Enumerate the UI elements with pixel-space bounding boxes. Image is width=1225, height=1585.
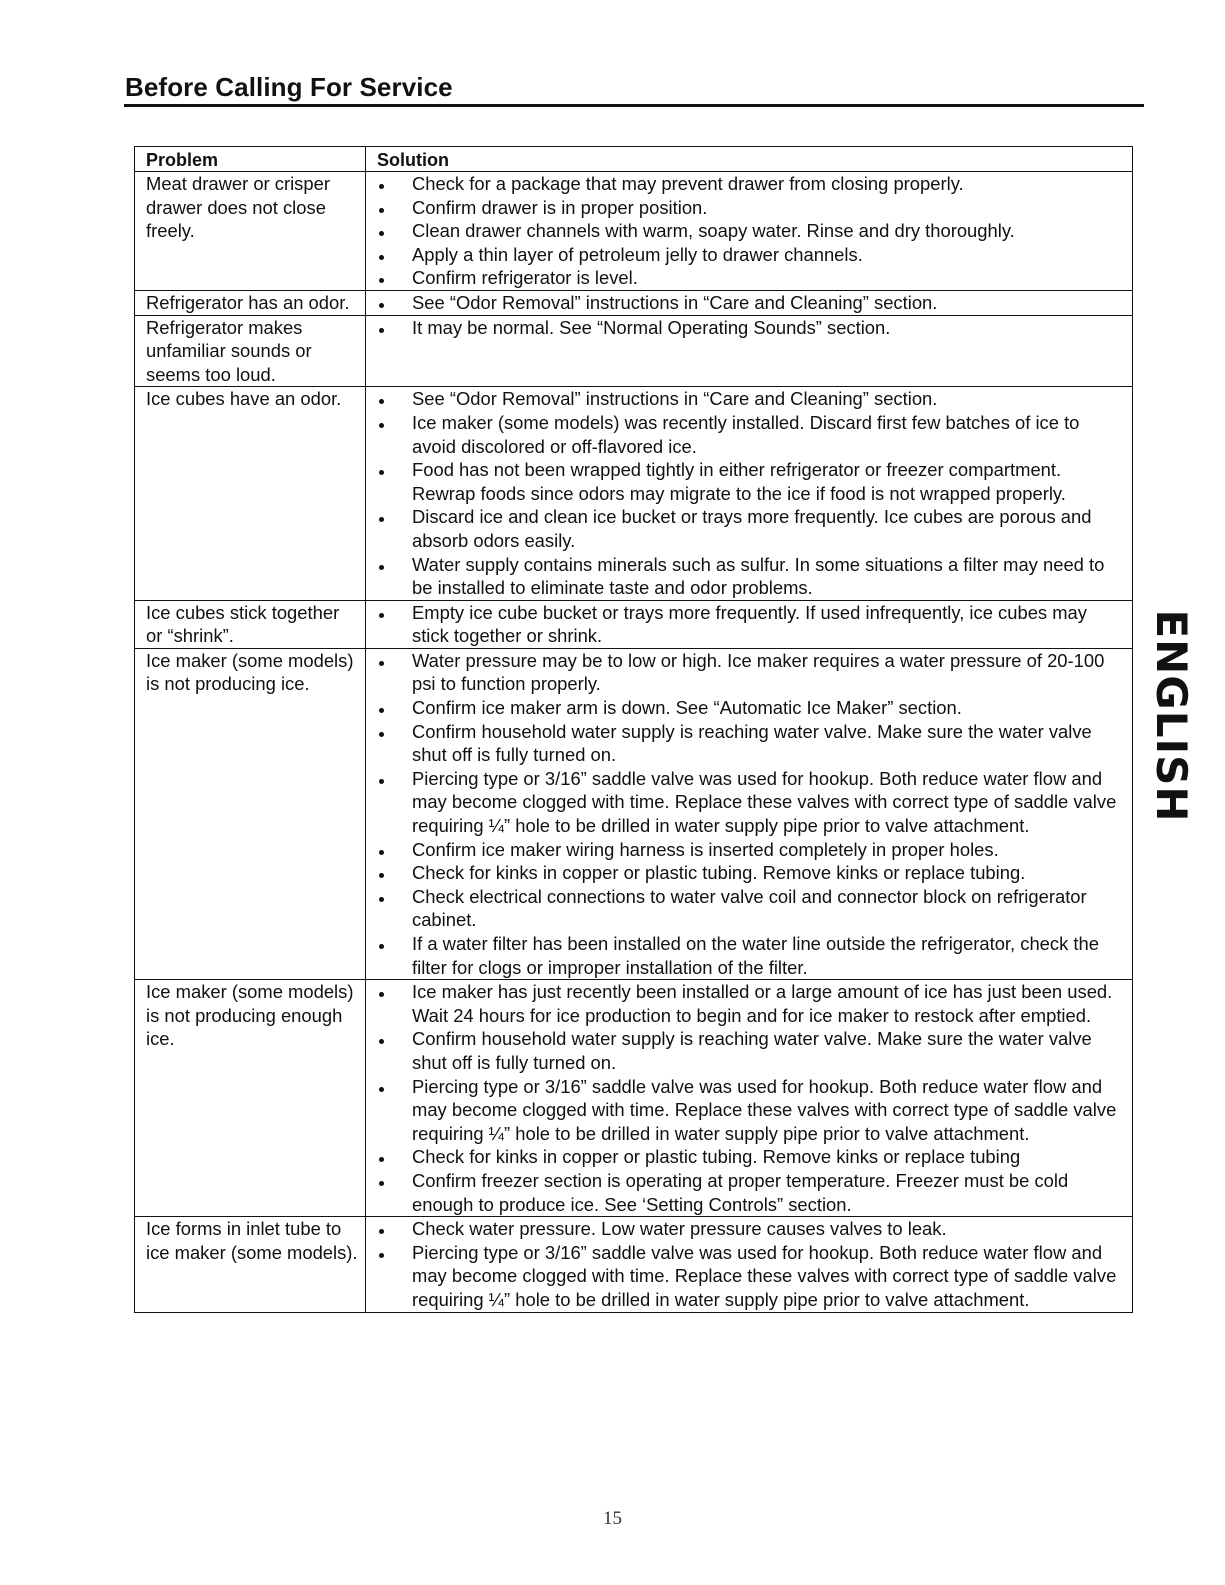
solution-text: Clean drawer channels with warm, soapy water. Rinse and dry thoroughly. xyxy=(412,220,1015,242)
solution-text: Confirm ice maker arm is down. See “Automatic Ice Maker” section. xyxy=(412,697,962,719)
problem-cell: Ice maker (some models) is not producing ice. xyxy=(135,648,366,979)
solution-text: Piercing type or 3/16” saddle valve was used for hookup. Both reduce water flow and may become clogged with time. Replace these valves with correct type of saddle valve requiring ¼” hole to be drilled in water supply pipe prior to valve attachment. xyxy=(412,1241,1117,1310)
solution-text: Piercing type or 3/16” saddle valve was used for hookup. Both reduce water flow and may become clogged with time. Replace these valves with correct type of saddle valve requiring ¼” hole to be drilled in water supply pipe prior to valve attachment. xyxy=(412,1075,1117,1144)
bullet-icon xyxy=(366,243,412,266)
solution-text: Water supply contains minerals such as sulfur. In some situations a filter may need to be installed to eliminate taste and odor problems. xyxy=(412,553,1105,599)
solution-item xyxy=(366,458,1120,505)
table-row xyxy=(135,1217,1133,1312)
bullet-icon xyxy=(366,266,412,289)
solution-item xyxy=(366,291,1120,315)
solution-item xyxy=(366,196,1120,220)
solution-text: Confirm refrigerator is level. xyxy=(412,267,638,289)
solution-cell xyxy=(366,315,1133,387)
table-row xyxy=(135,648,1133,979)
solution-text: Water pressure may be to low or high. Ice maker requires a water pressure of 20-100 psi to function properly. xyxy=(412,649,1105,695)
bullet-icon xyxy=(366,861,412,884)
bullet-icon xyxy=(366,196,412,219)
solution-item xyxy=(366,411,1120,458)
troubleshooting-table xyxy=(134,146,1133,1313)
page-title: Before Calling For Service xyxy=(125,72,453,102)
solution-cell xyxy=(366,1217,1133,1312)
bullet-icon xyxy=(366,885,412,908)
solution-item xyxy=(366,1241,1120,1312)
solution-text: See “Odor Removal” instructions in “Care and Cleaning” section. xyxy=(412,291,938,313)
solution-text: It may be normal. See “Normal Operating Sounds” section. xyxy=(412,316,891,338)
bullet-icon xyxy=(366,649,412,672)
solution-cell xyxy=(366,600,1133,648)
problem-cell: Meat drawer or crisper drawer does not close freely. xyxy=(135,172,366,291)
solution-cell xyxy=(366,980,1133,1217)
solution-item xyxy=(366,601,1120,648)
bullet-icon xyxy=(366,316,412,339)
solution-item xyxy=(366,696,1120,720)
solution-text: Confirm ice maker wiring harness is inserted completely in proper holes. xyxy=(412,838,999,860)
bullet-icon xyxy=(366,980,412,1003)
solution-cell xyxy=(366,172,1133,291)
bullet-icon xyxy=(366,172,412,195)
solution-text: Food has not been wrapped tightly in either refrigerator or freezer compartment. Rewrap foods since odors may migrate to the ice if food is not wrapped properly. xyxy=(412,459,1066,504)
solution-text: Check for kinks in copper or plastic tubing. Remove kinks or replace tubing xyxy=(412,1146,1021,1168)
solution-text: Empty ice cube bucket or trays more frequently. If used infrequently, ice cubes may stick together or shrink. xyxy=(412,601,1087,647)
solution-text: Ice maker (some models) was recently installed. Discard first few batches of ice to avoid discolored or off-flavored ice. xyxy=(412,411,1080,457)
solution-item xyxy=(366,243,1120,267)
bullet-icon xyxy=(366,505,412,528)
language-label: ENGLISH xyxy=(1147,609,1196,823)
solution-item xyxy=(366,932,1120,979)
bullet-icon xyxy=(366,1027,412,1050)
table-row xyxy=(135,387,1133,600)
solution-text: Discard ice and clean ice bucket or trays more frequently. Ice cubes are porous and absorb odors easily. xyxy=(412,506,1092,551)
table-row xyxy=(135,600,1133,648)
solution-item xyxy=(366,861,1120,885)
language-side-tab xyxy=(1147,600,1196,832)
solution-item xyxy=(366,767,1120,838)
solution-item xyxy=(366,505,1120,552)
bullet-icon xyxy=(366,458,412,481)
bullet-icon xyxy=(366,1217,412,1240)
bullet-icon xyxy=(366,932,412,955)
solution-item xyxy=(366,1217,1120,1241)
solution-item xyxy=(366,553,1120,600)
bullet-icon xyxy=(366,1241,412,1264)
bullet-icon xyxy=(366,553,412,576)
solution-item xyxy=(366,720,1120,767)
solution-text: Piercing type or 3/16” saddle valve was used for hookup. Both reduce water flow and may become clogged with time. Replace these valves with correct type of saddle valve requiring ¼” hole to be drilled in water supply pipe prior to valve attachment. xyxy=(412,767,1117,837)
solution-text: Confirm household water supply is reaching water valve. Make sure the water valve shut off is fully turned on. xyxy=(412,720,1092,766)
solution-text: Check water pressure. Low water pressure causes valves to leak. xyxy=(412,1218,947,1240)
solution-text: Check for a package that may prevent drawer from closing properly. xyxy=(412,173,964,194)
solution-item xyxy=(366,172,1120,196)
solution-item xyxy=(366,1027,1120,1074)
bullet-icon xyxy=(366,767,412,790)
solution-item xyxy=(366,316,1120,340)
solution-item xyxy=(366,838,1120,862)
solution-cell xyxy=(366,387,1133,600)
page-number: 15 xyxy=(603,1508,622,1529)
solution-text: Confirm household water supply is reaching water valve. Make sure the water valve shut off is fully turned on. xyxy=(412,1028,1092,1073)
problem-cell: Ice cubes have an odor. xyxy=(135,387,366,600)
solution-text: Confirm freezer section is operating at proper temperature. Freezer must be cold enough to produce ice. See ‘Setting Controls” section. xyxy=(412,1169,1069,1215)
table-body xyxy=(135,172,1133,1313)
column-header-problem: Problem xyxy=(135,147,366,172)
problem-cell: Ice maker (some models) is not producing enough ice. xyxy=(135,980,366,1217)
bullet-icon xyxy=(366,387,412,410)
solution-item xyxy=(366,885,1120,932)
bullet-icon xyxy=(366,411,412,434)
bullet-icon xyxy=(366,219,412,242)
solution-item xyxy=(366,266,1120,290)
solution-text: See “Odor Removal” instructions in “Care and Cleaning” section. xyxy=(412,388,938,410)
solution-item xyxy=(366,387,1120,411)
bullet-icon xyxy=(366,601,412,624)
solution-text: Check for kinks in copper or plastic tubing. Remove kinks or replace tubing. xyxy=(412,862,1026,884)
bullet-icon xyxy=(366,1169,412,1192)
solution-item xyxy=(366,1169,1120,1216)
solution-item xyxy=(366,980,1120,1027)
bullet-icon xyxy=(366,838,412,861)
problem-cell: Ice cubes stick together or “shrink”. xyxy=(135,600,366,648)
solution-text: Ice maker has just recently been installed or a large amount of ice has just been used. Wait 24 hours for ice production to begin and for ice maker to restock after emptied. xyxy=(412,981,1113,1026)
bullet-icon xyxy=(366,696,412,719)
table-row xyxy=(135,980,1133,1217)
solution-text: If a water filter has been installed on the water line outside the refrigerator, check the filter for clogs or improper installation of the filter. xyxy=(412,933,1099,978)
solution-item xyxy=(366,219,1120,243)
table-row xyxy=(135,172,1133,291)
solution-item xyxy=(366,1075,1120,1146)
bullet-icon xyxy=(366,720,412,743)
solution-cell xyxy=(366,648,1133,979)
table-row xyxy=(135,290,1133,315)
solution-item xyxy=(366,1145,1120,1169)
bullet-icon xyxy=(366,291,412,314)
solution-text: Apply a thin layer of petroleum jelly to drawer channels. xyxy=(412,243,863,265)
table-row xyxy=(135,315,1133,387)
solution-text: Check electrical connections to water valve coil and connector block on refrigerator cabinet. xyxy=(412,885,1087,931)
bullet-icon xyxy=(366,1145,412,1168)
problem-cell: Ice forms in inlet tube to ice maker (some models). xyxy=(135,1217,366,1312)
table-header-row xyxy=(135,147,1133,172)
solution-cell xyxy=(366,290,1133,315)
bullet-icon xyxy=(366,1075,412,1098)
solution-item xyxy=(366,649,1120,696)
title-rule xyxy=(124,104,1144,107)
problem-cell: Refrigerator has an odor. xyxy=(135,290,366,315)
column-header-solution: Solution xyxy=(366,147,1133,172)
problem-cell: Refrigerator makes unfamiliar sounds or seems too loud. xyxy=(135,315,366,387)
solution-text: Confirm drawer is in proper position. xyxy=(412,196,708,218)
